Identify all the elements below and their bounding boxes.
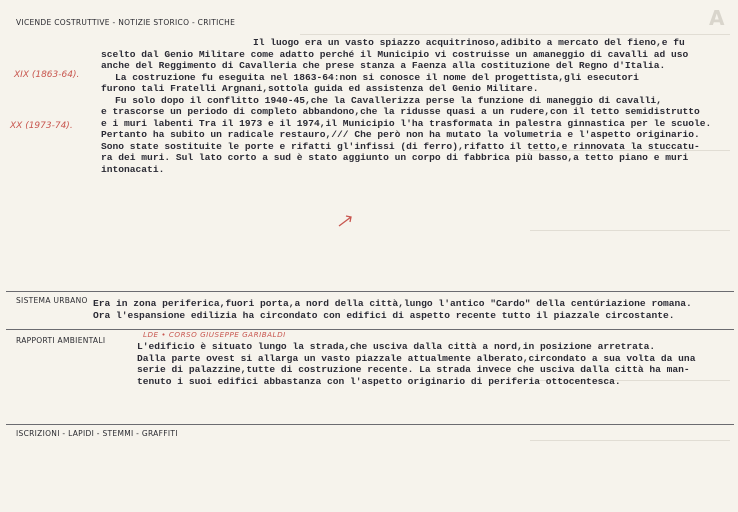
text-line: L'edificio è situato lungo la strada,che usciva dalla città a nord,in posizione arretrata. — [137, 341, 656, 352]
text-line: Ora l'espansione edilizia ha circondato con edifici di aspetto recente tutto il piazzale circostante. — [93, 309, 675, 321]
handwritten-arrow-icon — [338, 214, 354, 228]
text-line: tenuto i suoi edifici abbastanza con l'aspetto originario di periferia ottocentesca. — [137, 375, 621, 387]
section-label-rapporti: RAPPORTI AMBIENTALI — [16, 336, 106, 345]
ghost-rule — [530, 440, 730, 441]
ghost-rule — [300, 34, 730, 35]
ghost-rule — [530, 230, 730, 231]
text-line: anche del Reggimento di Cavalleria che prese stanza a Faenza alla costituzione del Regno d'Italia. — [101, 60, 666, 71]
arrow-path — [339, 216, 351, 226]
rapporti-text — [137, 341, 695, 387]
text-line: Sono state sostituite le porte e rifatti gl'infissi (di ferro),rifatto il tetto,e rinnovata la stuccatu- — [101, 140, 700, 152]
sistema-text — [93, 298, 692, 321]
text-line: Dalla parte ovest si allarga un vasto piazzale attualmente alberato,circondato a sua volta da una — [137, 352, 696, 364]
text-line: furono tali Fratelli Argnani,sottola guida ed assistenza del Genio Militare. — [101, 83, 539, 94]
section-divider — [6, 329, 734, 330]
section-divider — [6, 424, 734, 425]
text-line: Pertanto ha subito un radicale restauro,/// Che però non ha mutato la volumetria e l'aspetto originario. — [101, 129, 700, 140]
text-line: serie di palazzine,tutte di costruzione recente. La strada invece che usciva dalla città ha man- — [137, 364, 690, 375]
text-line: Era in zona periferica,fuori porta,a nord della città,lungo l'antico "Cardo" della centúriazione romana. — [93, 298, 692, 309]
section-label-sistema: SISTEMA URBANO — [16, 296, 88, 305]
text-line: ra dei muri. Sul lato corto a sud è stato aggiunto un corpo di fabbrica più basso,a tetto piano e muri — [101, 152, 689, 163]
handwritten-date-xx: XX (1973-74). — [10, 121, 73, 131]
handwritten-date-xix: XIX (1863-64). — [14, 70, 80, 80]
section-label-iscrizioni: ISCRIZIONI - LAPIDI - STEMMI - GRAFFITI — [16, 429, 178, 438]
text-line: scelto dal Genio Militare come adatto perché il Municipio vi costruisse un amaneggio di cavalli ad uso — [101, 48, 689, 60]
vicende-text — [101, 37, 711, 175]
section-divider — [6, 291, 734, 292]
handwritten-address-note: LDE • CORSO GIUSEPPE GARIBALDI — [143, 330, 286, 339]
ghost-letter-decoration: A — [709, 6, 725, 30]
text-line: Il luogo era un vasto spiazzo acquitrinoso,adibito a mercato del fieno,e fu — [253, 37, 685, 48]
section-label-vicende: VICENDE COSTRUTTIVE - NOTIZIE STORICO - CRITICHE — [16, 18, 236, 27]
text-line: intonacati. — [101, 163, 165, 175]
text-line: La costruzione fu eseguita nel 1863-64:non si conosce il nome del progettista,gli esecutori — [115, 71, 639, 83]
text-line: e trascorse un periodo di completo abbandono,che la ridusse quasi a un rudere,con il tetto semidistrutto — [101, 106, 700, 117]
text-line: e i muri labenti Tra il 1973 e il 1974,il Municipio l'ha trasformata in palestra ginnastica per le scuole. — [101, 117, 712, 129]
text-line: Fu solo dopo il conflitto 1940-45,che la Cavallerizza perse la funzione di maneggio di cavalli, — [115, 94, 662, 106]
